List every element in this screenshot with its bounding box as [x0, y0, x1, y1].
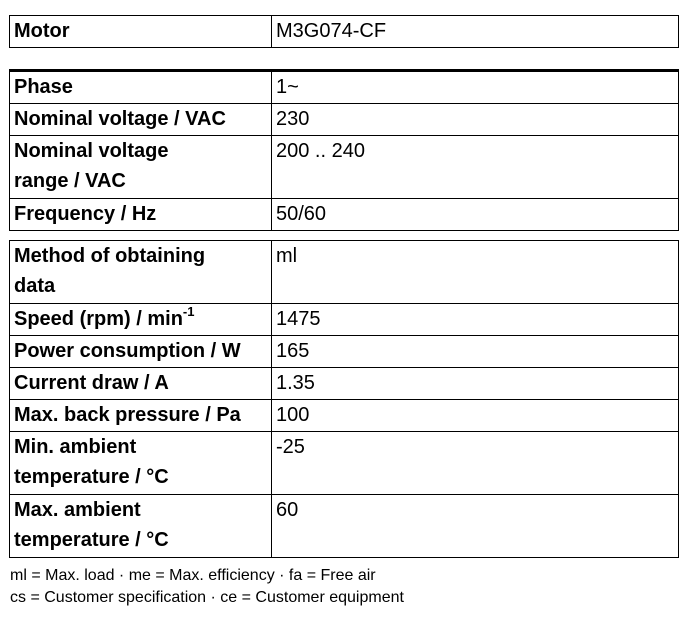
- phase-value: 1~: [272, 71, 679, 104]
- electrical-table: [9, 69, 679, 231]
- speed-label-exponent: -1: [182, 304, 195, 320]
- table-row: [10, 336, 679, 368]
- table-row: [10, 241, 679, 304]
- max-ambient-label-line2: temperature / °C: [14, 529, 169, 551]
- table-row: [10, 368, 679, 400]
- power-consumption-label: Power consumption / W: [10, 336, 272, 368]
- back-pressure-value: 100: [272, 400, 679, 432]
- speed-label-text: Speed (rpm) / min: [14, 308, 183, 330]
- speed-value: 1475: [272, 304, 679, 336]
- footnote-line-1: ml = Max. load · me = Max. efficiency · fa = Free air: [10, 567, 376, 584]
- nominal-voltage-label: Nominal voltage / VAC: [10, 104, 272, 136]
- table-row: [10, 104, 679, 136]
- min-ambient-value: -25: [272, 432, 679, 495]
- table-row: [10, 304, 679, 336]
- motor-label: Motor: [10, 16, 272, 48]
- voltage-range-value: 200 .. 240: [272, 136, 679, 199]
- frequency-value: 50/60: [272, 199, 679, 231]
- motor-table: [9, 15, 679, 48]
- method-label: [10, 241, 272, 304]
- footnote-line-2: cs = Customer specification · ce = Customer equipment: [10, 589, 404, 606]
- table-row: [10, 199, 679, 231]
- table-row: [10, 16, 679, 48]
- min-ambient-label-line1: Min. ambient: [14, 436, 137, 458]
- min-ambient-label: [10, 432, 272, 495]
- motor-value: M3G074-CF: [272, 16, 679, 48]
- current-draw-label: Current draw / A: [10, 368, 272, 400]
- table-row: [10, 400, 679, 432]
- method-label-line1: Method of obtaining: [14, 245, 206, 267]
- max-ambient-label: [10, 495, 272, 558]
- footnotes: [10, 565, 404, 609]
- power-consumption-value: 165: [272, 336, 679, 368]
- back-pressure-label: Max. back pressure / Pa: [10, 400, 272, 432]
- table-row: [10, 71, 679, 104]
- method-label-line2: data: [14, 275, 56, 297]
- voltage-range-label-line1: Nominal voltage: [14, 140, 169, 162]
- max-ambient-label-line1: Max. ambient: [14, 499, 141, 521]
- table-row: [10, 136, 679, 199]
- min-ambient-label-line2: temperature / °C: [14, 466, 169, 488]
- current-draw-value: 1.35: [272, 368, 679, 400]
- table-row: [10, 432, 679, 495]
- max-ambient-value: 60: [272, 495, 679, 558]
- table-row: [10, 495, 679, 558]
- speed-label: [10, 304, 272, 336]
- voltage-range-label-line2: range / VAC: [14, 170, 126, 192]
- method-value: ml: [272, 241, 679, 304]
- phase-label: Phase: [10, 71, 272, 104]
- frequency-label: Frequency / Hz: [10, 199, 272, 231]
- voltage-range-label: [10, 136, 272, 199]
- performance-table: [9, 240, 679, 558]
- nominal-voltage-value: 230: [272, 104, 679, 136]
